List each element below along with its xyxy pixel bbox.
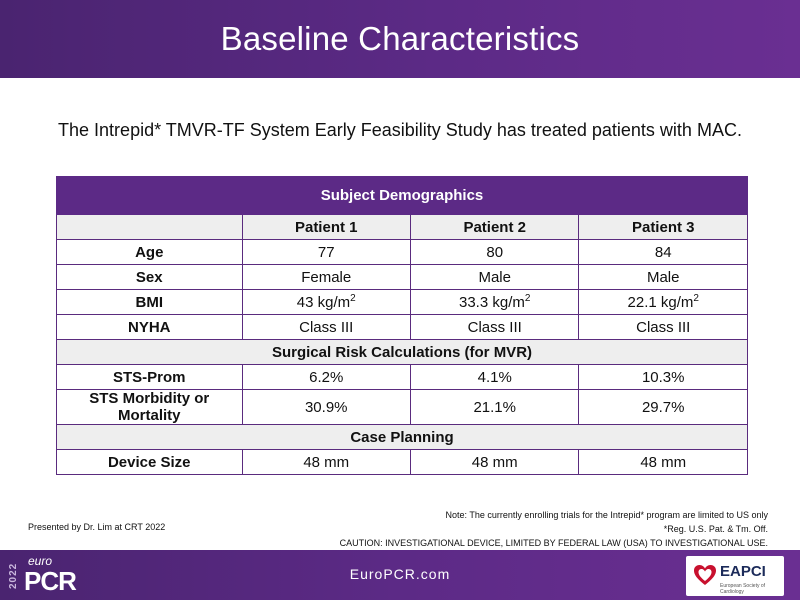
section-heading-surgical-risk: Surgical Risk Calculations (for MVR): [57, 340, 748, 365]
table-cell: [242, 290, 410, 315]
header-patient-2: Patient 2: [410, 215, 578, 240]
eapci-label: EAPCI: [720, 563, 766, 580]
table-title-row: [57, 177, 748, 215]
section-row: [57, 425, 748, 450]
note-line: *Reg. U.S. Pat. & Tm. Off.: [663, 524, 768, 534]
footnotes: [340, 508, 768, 550]
row-label-age: Age: [57, 240, 243, 265]
note-line: Note: The currently enrolling trials for the Intrepid* program are limited to US only: [445, 510, 768, 520]
table-cell: 10.3%: [579, 365, 748, 390]
eapci-logo: [686, 556, 784, 596]
table-cell: Male: [410, 265, 578, 290]
superscript: 2: [350, 293, 356, 304]
table-cell: Male: [579, 265, 748, 290]
table-row: [57, 450, 748, 475]
table-cell: Class III: [410, 315, 578, 340]
table-cell: [410, 290, 578, 315]
label-line: STS Morbidity or: [89, 390, 210, 407]
table-cell: 48 mm: [410, 450, 578, 475]
page-title: Baseline Characteristics: [220, 20, 580, 57]
section-heading-case-planning: Case Planning: [57, 425, 748, 450]
subtitle-text: The Intrepid* TMVR-TF System Early Feasibility Study has treated patients with MAC.: [58, 120, 742, 140]
table-cell: Class III: [242, 315, 410, 340]
row-label-bmi: BMI: [57, 290, 243, 315]
table-title: Subject Demographics: [57, 177, 748, 215]
logo-pcr: PCR: [24, 566, 76, 596]
table-cell: 84: [579, 240, 748, 265]
table-cell: 30.9%: [242, 390, 410, 425]
row-label-sts-morbidity: [57, 390, 243, 425]
table-row: [57, 315, 748, 340]
row-label-sex: Sex: [57, 265, 243, 290]
table-cell: Class III: [579, 315, 748, 340]
heart-icon: [692, 562, 718, 588]
superscript: 2: [524, 293, 531, 304]
bmi-value: 43 kg/m: [296, 294, 351, 311]
table-cell: 48 mm: [579, 450, 748, 475]
header-empty-cell: [57, 215, 243, 240]
header-patient-1: Patient 1: [242, 215, 410, 240]
row-label-nyha: NYHA: [57, 315, 243, 340]
presenter-credit: Presented by Dr. Lim at CRT 2022: [28, 522, 166, 532]
caution-line: CAUTION: INVESTIGATIONAL DEVICE, LIMITED BY FEDERAL LAW (USA) TO INVESTIGATIONAL USE.: [339, 538, 768, 548]
table-cell: 21.1%: [410, 390, 578, 425]
table-cell: 48 mm: [242, 450, 410, 475]
eapci-sublabel: European Society of Cardiology: [720, 583, 766, 595]
table-cell: 77: [242, 240, 410, 265]
row-label-device-size: Device Size: [57, 450, 243, 475]
table-cell: 29.7%: [579, 390, 748, 425]
table-cell: 80: [410, 240, 578, 265]
site-link[interactable]: EuroPCR.com: [349, 566, 451, 582]
table-cell: Female: [242, 265, 410, 290]
bmi-value: 33.3 kg/m: [459, 294, 525, 311]
table-row: [57, 365, 748, 390]
table-header-row: [57, 215, 748, 240]
bmi-value: 22.1 kg/m: [627, 294, 694, 311]
demographics-table: [56, 176, 748, 475]
table-row: [57, 390, 748, 425]
footer-bar: [0, 550, 800, 600]
table-row: [57, 240, 748, 265]
table-row: [57, 265, 748, 290]
title-bar: [0, 0, 800, 78]
table-row: [57, 290, 748, 315]
table-cell: [579, 290, 748, 315]
row-label-sts-prom: STS-Prom: [57, 365, 243, 390]
table-cell: 6.2%: [242, 365, 410, 390]
label-line: Mortality: [117, 407, 181, 424]
table-cell: 4.1%: [410, 365, 578, 390]
header-patient-3: Patient 3: [579, 215, 748, 240]
logo-year: 2022: [8, 562, 19, 590]
section-row: [57, 340, 748, 365]
logo-euro: euro: [28, 554, 53, 568]
superscript: 2: [693, 293, 699, 304]
